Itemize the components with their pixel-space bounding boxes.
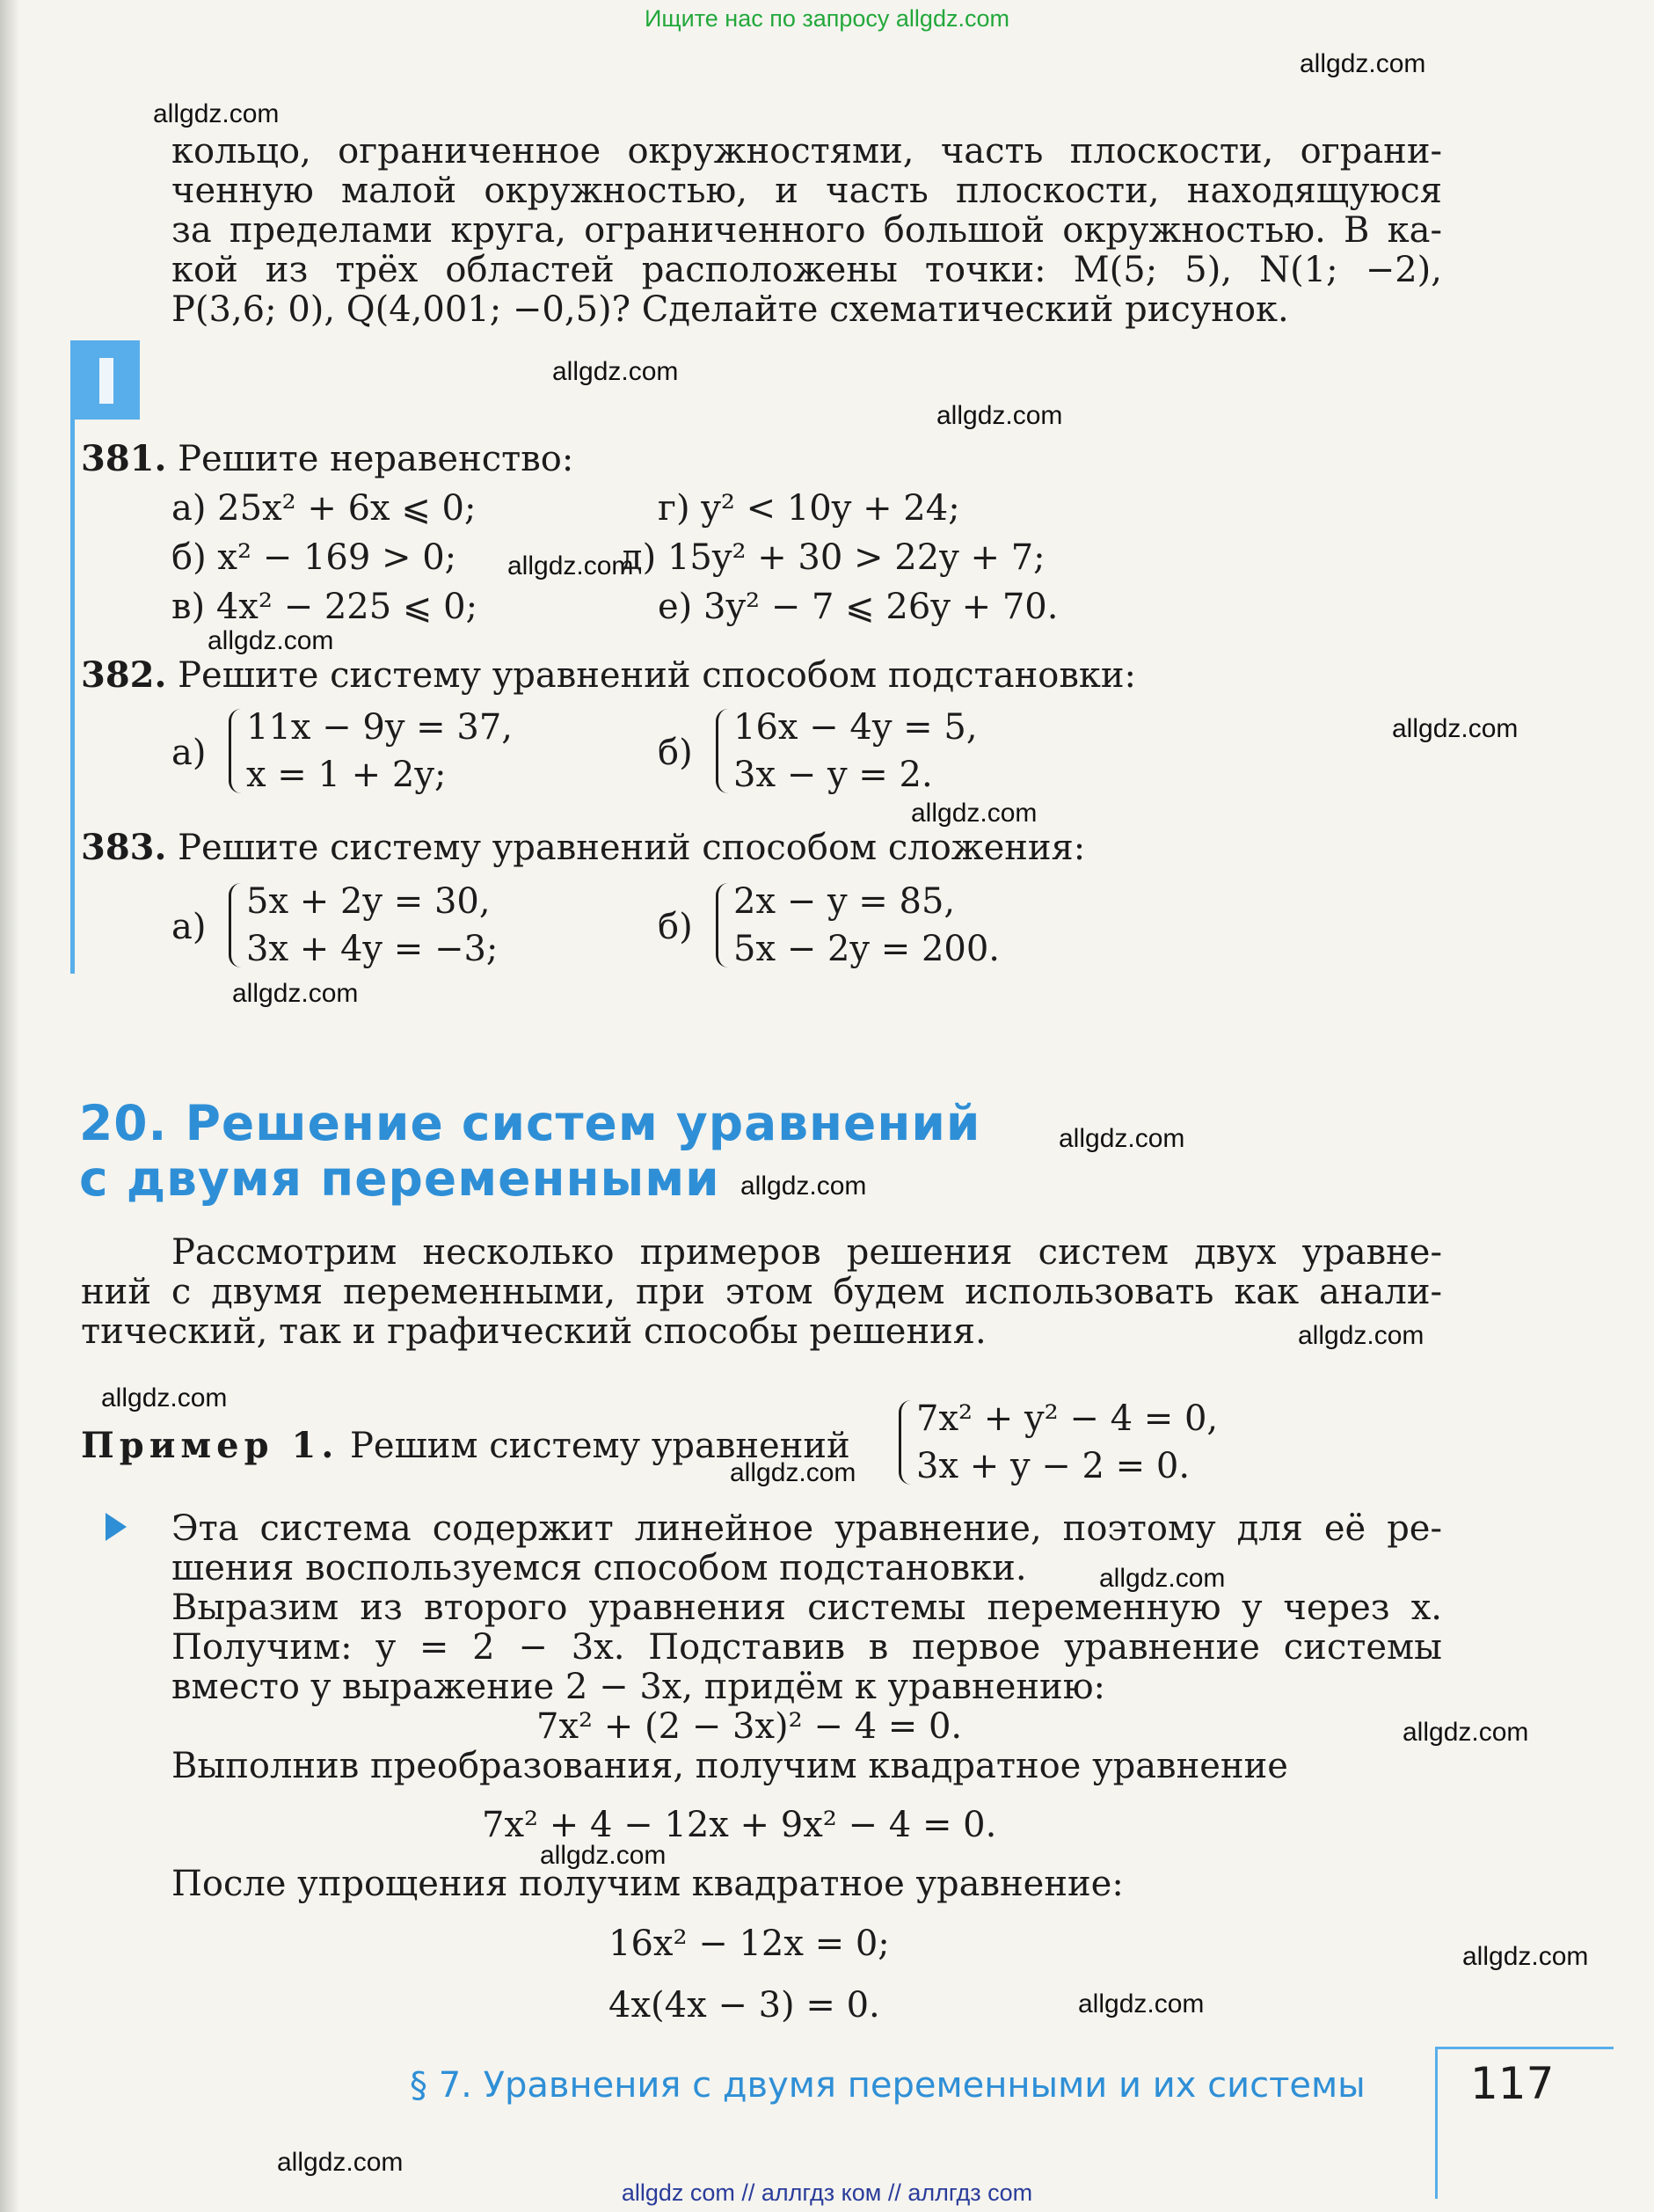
exercise-number: 381.: [81, 438, 167, 479]
equation: x = 1 + 2y;: [246, 755, 447, 795]
text-line: тический, так и графический способы решения.: [81, 1311, 987, 1352]
text-line: ний с двумя переменными, при этом будем использовать как анали-: [81, 1272, 1442, 1312]
ex383-label-b: б): [658, 907, 693, 947]
watermark: allgdz.com: [153, 99, 280, 128]
page-number: 117: [1470, 2058, 1555, 2109]
watermark: allgdz.com: [552, 357, 679, 386]
text-line: P(3,6; 0), Q(4,001; −0,5)? Сделайте схематический рисунок.: [171, 289, 1289, 330]
text-line: кой из трёх областей расположены точки: M(5; 5), N(1; −2),: [171, 250, 1442, 290]
text-line: шения воспользуемся способом подстановки.: [171, 1548, 1027, 1588]
page-edge-shadow: [0, 0, 19, 2212]
ex381-item-g: г) y² < 10y + 24;: [658, 488, 960, 529]
equation: 5x + 2y = 30,: [246, 881, 491, 922]
exercise-block-icon: [75, 340, 140, 420]
watermark: allgdz.com: [208, 626, 334, 655]
example-text: Решим систему уравнений: [349, 1426, 850, 1466]
exercise-number: 382.: [81, 654, 167, 696]
equation: 16x − 4y = 5,: [733, 707, 978, 748]
watermark: allgdz.com: [1099, 1564, 1226, 1593]
text-line: за пределами круга, ограниченного большой окружностью. В ка-: [171, 210, 1442, 251]
formula: 7x² + (2 − 3x)² − 4 = 0.: [536, 1706, 963, 1747]
watermark: allgdz.com: [1403, 1718, 1529, 1747]
watermark: allgdz.com: [277, 2148, 404, 2177]
formula: 4x(4x − 3) = 0.: [608, 1985, 880, 2026]
watermark: allgdz.com: [540, 1841, 667, 1870]
text-line: кольцо, ограниченное окружностями, часть плоскости, ограни-: [171, 131, 1442, 172]
ex382-system-a: [227, 704, 513, 799]
exercise-number: 383.: [81, 827, 167, 868]
equation: 7x² + y² − 4 = 0,: [916, 1398, 1219, 1439]
text-line: Выразим из второго уравнения системы переменную y через x.: [171, 1588, 1442, 1628]
watermark: allgdz.com: [1059, 1124, 1185, 1153]
watermark: allgdz.com: [1392, 714, 1519, 743]
ex382-system-b: [714, 704, 978, 799]
formula: 16x² − 12x = 0;: [608, 1924, 890, 1964]
chapter-footer: § 7. Уравнения с двумя переменными и их системы: [410, 2065, 1366, 2106]
equation: 11x − 9y = 37,: [246, 707, 514, 748]
exercise-task: Решите неравенство:: [178, 439, 574, 479]
ex383-system-a: [227, 878, 498, 973]
text-line: После упрощения получим квадратное уравнение:: [171, 1864, 1124, 1904]
ex383-label-a: а): [171, 907, 207, 947]
equation: 3x + 4y = −3;: [246, 929, 499, 969]
formula: 7x² + 4 − 12x + 9x² − 4 = 0.: [482, 1805, 997, 1845]
ex381-item-d: д) 15y² + 30 > 22y + 7;: [621, 537, 1046, 578]
equation: 2x − y = 85,: [733, 881, 956, 922]
watermark: allgdz.com: [740, 1172, 867, 1201]
watermark: allgdz.com: [232, 979, 359, 1008]
exercise-margin-bar: [70, 340, 75, 974]
ex381-item-a: а) 25x² + 6x ⩽ 0;: [171, 488, 477, 529]
watermark: allgdz.com: [1298, 1321, 1424, 1350]
ex382-label-b: б): [658, 733, 693, 773]
watermark-bottom[interactable]: allgdz com // аллгдз ком // аллгдз com: [621, 2179, 1033, 2206]
text-line: Рассмотрим несколько примеров решения систем двух уравне-: [171, 1232, 1442, 1273]
example-label: Пример 1.: [81, 1425, 339, 1466]
text-line: Получим: y = 2 − 3x. Подставив в первое уравнение системы: [171, 1627, 1442, 1668]
exercise-task: Решите систему уравнений способом сложения:: [178, 828, 1086, 868]
equation: 3x − y = 2.: [733, 755, 933, 795]
watermark: allgdz.com: [1300, 49, 1426, 78]
exercise-task: Решите систему уравнений способом подстановки:: [178, 655, 1137, 696]
watermark: allgdz.com: [507, 551, 634, 580]
watermark: allgdz.com: [911, 799, 1038, 828]
section-title: 20. Решение систем уравнений: [79, 1095, 981, 1151]
text-line: вместо y выражение 2 − 3x, придём к уравнению:: [171, 1667, 1105, 1707]
watermark: allgdz.com: [1078, 1989, 1205, 2019]
ex383-system-b: [714, 878, 1000, 973]
section-title-cont: с двумя переменными: [79, 1150, 720, 1207]
solution-start-marker: [106, 1513, 127, 1541]
text-line: ченную малой окружностью, и часть плоскости, находящуюся: [171, 171, 1442, 211]
text-line: Эта система содержит линейное уравнение, поэтому для её ре-: [171, 1508, 1442, 1549]
equation: 3x + y − 2 = 0.: [916, 1446, 1191, 1486]
watermark: allgdz.com: [936, 401, 1063, 430]
equation: 5x − 2y = 200.: [733, 929, 1001, 969]
watermark: allgdz.com: [730, 1458, 856, 1487]
watermark-top[interactable]: Ищите нас по запросу allgdz.com: [645, 5, 1009, 32]
ex381-item-e: е) 3y² − 7 ⩽ 26y + 70.: [658, 587, 1059, 627]
ex381-item-v: в) 4x² − 225 ⩽ 0;: [171, 587, 478, 627]
ex381-item-b: б) x² − 169 > 0;: [171, 537, 457, 578]
ex382-label-a: а): [171, 733, 207, 773]
text-line: Выполнив преобразования, получим квадратное уравнение: [171, 1746, 1288, 1786]
watermark: allgdz.com: [101, 1383, 228, 1413]
example1-system: [897, 1395, 1218, 1490]
watermark: allgdz.com: [1462, 1942, 1589, 1971]
